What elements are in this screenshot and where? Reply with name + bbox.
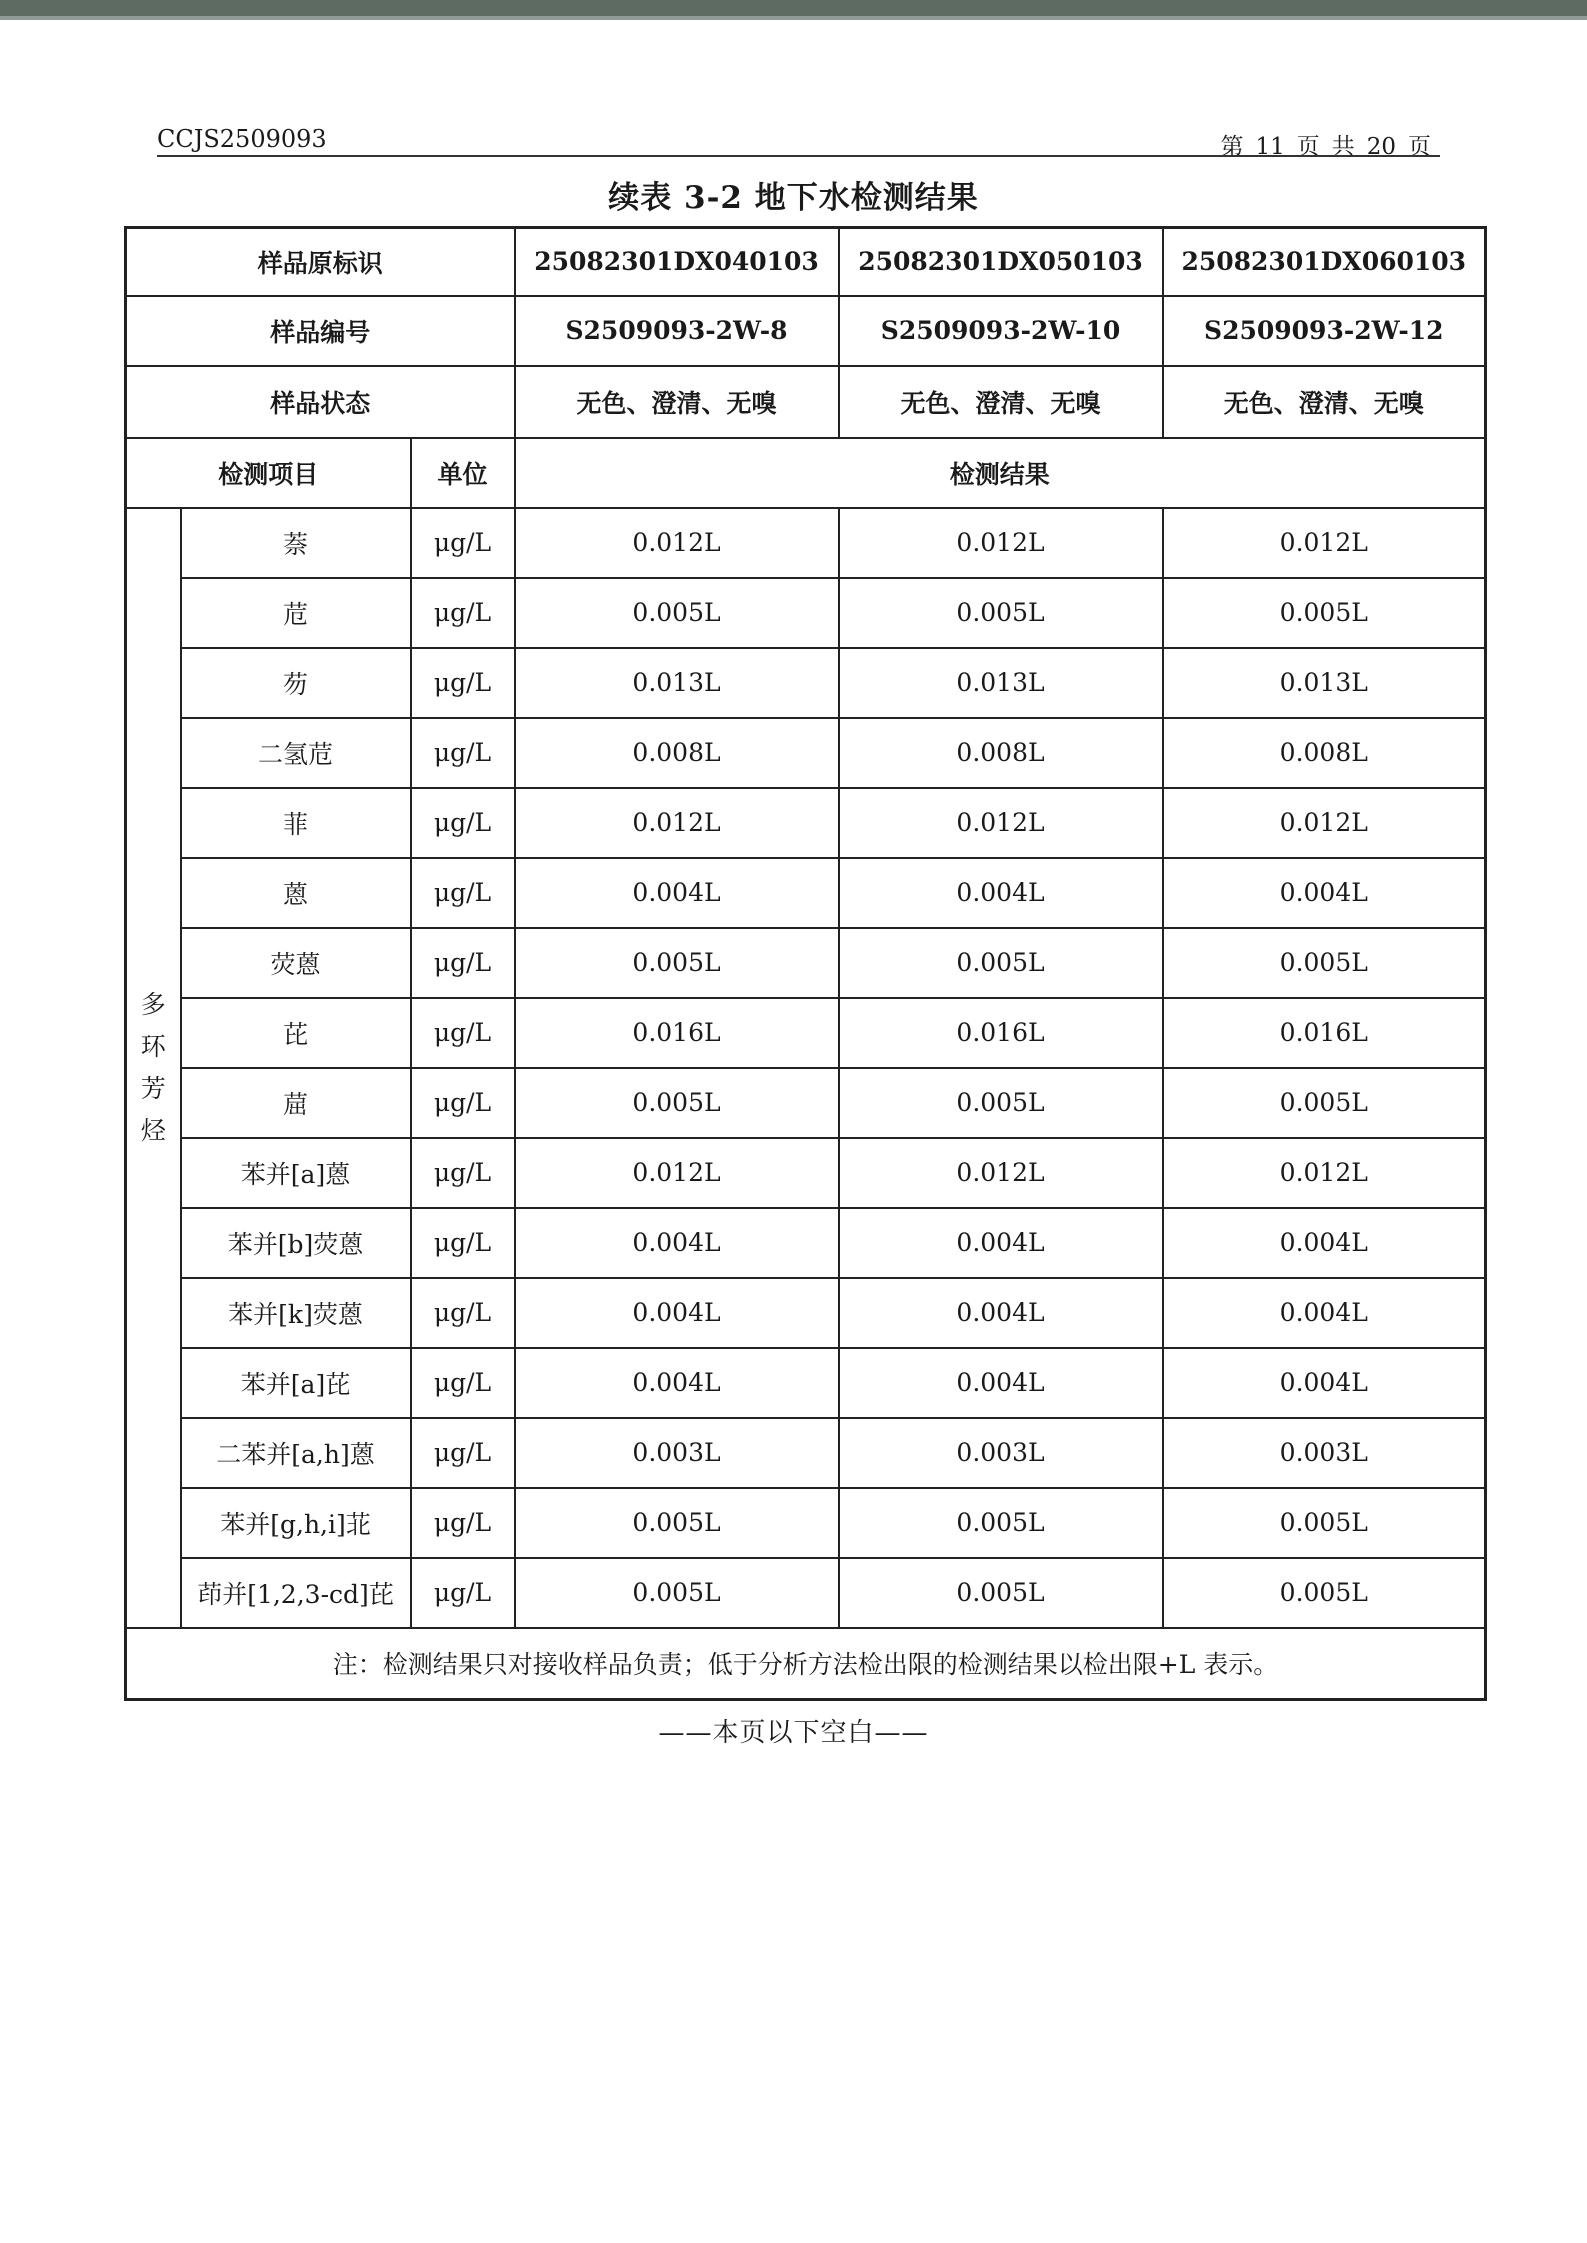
sample-state-label: 样品状态 [126,366,515,438]
result-value: 0.005L [1163,578,1486,648]
result-value: 0.005L [1163,1488,1486,1558]
result-value: 0.008L [1163,718,1486,788]
table-row [126,1068,1486,1138]
sample-state: 无色、澄清、无嗅 [515,366,839,438]
item-unit: μg/L [411,1488,515,1558]
results-table [124,226,1487,1701]
table-row [126,928,1486,998]
page-label-gong: 共 [1331,134,1355,160]
column-header-result: 检测结果 [515,438,1486,508]
group-label-char: 环 [140,1031,166,1061]
item-name: 苊 [181,578,411,648]
item-unit: μg/L [411,648,515,718]
page-label-ye: 页 [1296,134,1320,160]
result-value: 0.004L [839,858,1163,928]
sample-state-row [126,366,1486,438]
table-row [126,998,1486,1068]
table-row [126,1208,1486,1278]
result-value: 0.005L [839,928,1163,998]
sample-original-id: 25082301DX040103 [515,228,839,296]
sample-original-id: 25082301DX050103 [839,228,1163,296]
result-value: 0.005L [515,1558,839,1628]
table-row [126,1348,1486,1418]
table-row [126,508,1486,578]
table-row [126,1558,1486,1628]
table-row [126,578,1486,648]
item-unit: μg/L [411,1208,515,1278]
group-label-char: 多 [140,989,166,1019]
item-unit: μg/L [411,1278,515,1348]
result-value: 0.016L [515,998,839,1068]
result-value: 0.012L [839,1138,1163,1208]
item-name: 苯并[a]芘 [181,1348,411,1418]
result-value: 0.005L [1163,1558,1486,1628]
page-label-di: 第 [1220,134,1244,160]
sample-number: S2509093-2W-12 [1163,296,1486,366]
item-unit: μg/L [411,928,515,998]
result-value: 0.005L [1163,1068,1486,1138]
page-current: 11 [1255,134,1285,160]
item-name: 芴 [181,648,411,718]
table-note: 注：检测结果只对接收样品负责；低于分析方法检出限的检测结果以检出限+L 表示。 [126,1628,1486,1700]
table-row [126,1418,1486,1488]
scan-edge-shadow [0,16,1587,20]
sample-number: S2509093-2W-8 [515,296,839,366]
page-blank-marker: ——本页以下空白—— [658,1718,929,1748]
item-unit: μg/L [411,788,515,858]
item-unit: μg/L [411,998,515,1068]
item-unit: μg/L [411,1558,515,1628]
result-value: 0.012L [839,508,1163,578]
item-name: 菲 [181,788,411,858]
item-name: 荧蒽 [181,928,411,998]
result-value: 0.003L [1163,1418,1486,1488]
result-value: 0.012L [1163,788,1486,858]
item-name: 蒽 [181,858,411,928]
result-value: 0.004L [839,1278,1163,1348]
sample-original-id: 25082301DX060103 [1163,228,1486,296]
result-value: 0.012L [515,1138,839,1208]
result-value: 0.013L [515,648,839,718]
result-value: 0.003L [515,1418,839,1488]
result-value: 0.008L [515,718,839,788]
item-name: 萘 [181,508,411,578]
table-row [126,1278,1486,1348]
table-row [126,648,1486,718]
result-value: 0.005L [515,1068,839,1138]
sample-number-row [126,296,1486,366]
result-value: 0.012L [1163,1138,1486,1208]
page-total: 20 [1366,134,1396,160]
result-value: 0.004L [515,1208,839,1278]
result-value: 0.005L [839,1558,1163,1628]
table-row [126,788,1486,858]
result-value: 0.004L [515,858,839,928]
result-value: 0.005L [1163,928,1486,998]
result-value: 0.004L [1163,1208,1486,1278]
table-row [126,718,1486,788]
sample-number: S2509093-2W-10 [839,296,1163,366]
result-value: 0.004L [1163,1278,1486,1348]
note-row [126,1628,1486,1700]
column-header-row [126,438,1486,508]
result-value: 0.005L [515,578,839,648]
result-value: 0.004L [515,1348,839,1418]
sample-original-row [126,228,1486,296]
item-unit: μg/L [411,578,515,648]
item-unit: μg/L [411,718,515,788]
result-value: 0.012L [515,788,839,858]
item-name: 苯并[k]荧蒽 [181,1278,411,1348]
item-name: 二氢苊 [181,718,411,788]
result-value: 0.012L [839,788,1163,858]
result-value: 0.004L [1163,1348,1486,1418]
result-value: 0.005L [515,928,839,998]
table-row [126,1138,1486,1208]
item-unit: μg/L [411,1138,515,1208]
sample-state: 无色、澄清、无嗅 [839,366,1163,438]
result-value: 0.003L [839,1418,1163,1488]
item-unit: μg/L [411,1348,515,1418]
header-rule [157,155,1440,157]
item-unit: μg/L [411,858,515,928]
page-label-ye2: 页 [1408,134,1431,160]
sample-state: 无色、澄清、无嗅 [1163,366,1486,438]
sample-number-label: 样品编号 [126,296,515,366]
group-label-char: 芳 [140,1073,166,1103]
result-value: 0.005L [839,1068,1163,1138]
item-name: 二苯并[a,h]蒽 [181,1418,411,1488]
result-value: 0.005L [839,1488,1163,1558]
item-name: 苯并[g,h,i]苝 [181,1488,411,1558]
table-title: 续表 3-2 地下水检测结果 [608,180,979,216]
result-value: 0.004L [839,1208,1163,1278]
result-value: 0.008L [839,718,1163,788]
result-value: 0.016L [839,998,1163,1068]
result-value: 0.005L [839,578,1163,648]
result-value: 0.016L [1163,998,1486,1068]
item-name: 苯并[a]蒽 [181,1138,411,1208]
result-value: 0.004L [515,1278,839,1348]
item-unit: μg/L [411,1068,515,1138]
item-unit: μg/L [411,508,515,578]
item-name: 芘 [181,998,411,1068]
item-name: 䓛 [181,1068,411,1138]
result-value: 0.013L [1163,648,1486,718]
result-value: 0.004L [839,1348,1163,1418]
group-label-pah [126,508,181,1628]
report-number: CCJS2509093 [157,125,327,153]
item-name: 茚并[1,2,3-cd]芘 [181,1558,411,1628]
table-row [126,858,1486,928]
result-value: 0.004L [1163,858,1486,928]
result-value: 0.012L [515,508,839,578]
scan-edge [0,0,1587,16]
result-value: 0.012L [1163,508,1486,578]
column-header-unit: 单位 [411,438,515,508]
result-value: 0.005L [515,1488,839,1558]
column-header-item: 检测项目 [126,438,411,508]
item-name: 苯并[b]荧蒽 [181,1208,411,1278]
item-unit: μg/L [411,1418,515,1488]
table-row [126,1488,1486,1558]
group-label-char: 烃 [140,1115,166,1145]
result-value: 0.013L [839,648,1163,718]
sample-original-label: 样品原标识 [126,228,515,296]
